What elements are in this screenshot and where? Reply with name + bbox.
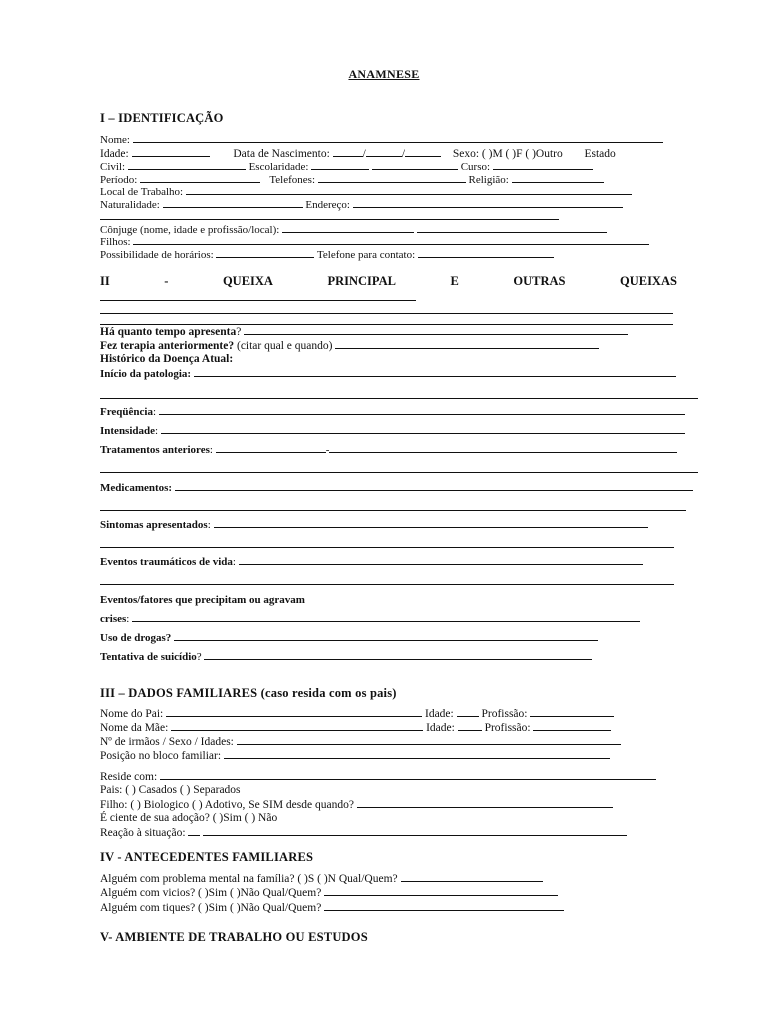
naturalidade-label: Naturalidade: <box>100 199 160 211</box>
heading-word: OUTRAS <box>513 274 566 288</box>
endereco-field[interactable] <box>353 198 623 208</box>
heading-word: E <box>450 274 459 288</box>
tratamentos-field[interactable] <box>216 443 326 453</box>
nome-pai-row <box>100 707 614 721</box>
escolaridade-field[interactable] <box>311 160 369 170</box>
horarios-field[interactable] <box>216 248 314 258</box>
dash: - <box>325 444 330 456</box>
conjuge-label: Cônjuge (nome, idade e profissão/local): <box>100 224 280 236</box>
eventos-traumaticos-row <box>100 555 643 569</box>
periodo-field[interactable] <box>140 173 260 183</box>
colon: : <box>152 406 157 418</box>
fez-terapia-field[interactable] <box>335 339 599 349</box>
nome-pai-field[interactable] <box>166 707 422 717</box>
crises-label: crises <box>100 613 127 625</box>
colon: : <box>155 425 159 437</box>
mes-field[interactable] <box>366 147 402 157</box>
posicao-label: Posição no bloco familiar: <box>100 750 222 762</box>
question-mark: ? <box>236 326 242 338</box>
profissao-pai-label: Profissão: <box>481 708 528 720</box>
vicios-row <box>100 886 558 900</box>
tiques-label[interactable]: Alguém com tiques? ( )Sim ( )Não Qual/Quem? <box>100 902 322 914</box>
escolaridade-label: Escolaridade: <box>248 161 309 173</box>
colon: : <box>126 613 130 625</box>
naturalidade-row <box>100 198 623 212</box>
tratamentos-line-2[interactable] <box>100 472 698 473</box>
inicio-line-2[interactable] <box>100 398 698 399</box>
medicamentos-line-2[interactable] <box>100 510 686 511</box>
tiques-field[interactable] <box>324 901 564 911</box>
date-slash: / <box>362 148 366 160</box>
vicios-label[interactable]: Alguém com vicios? ( )Sim ( )Não Qual/Quem? <box>100 887 322 899</box>
problema-mental-label[interactable]: Alguém com problema mental na família? ( )S ( )N Qual/Quem? <box>100 873 398 885</box>
telefone-contato-label: Telefone para contato: <box>316 249 416 261</box>
intensidade-field[interactable] <box>161 424 685 434</box>
idade-row <box>100 147 677 161</box>
section-antecedentes-heading: IV - ANTECEDENTES FAMILIARES <box>100 850 314 864</box>
posicao-row <box>100 749 610 763</box>
queixa-line[interactable] <box>100 313 673 314</box>
local-trabalho-field[interactable] <box>186 185 632 195</box>
pais-status-row[interactable]: Pais: ( ) Casados ( ) Separados <box>100 784 241 796</box>
citar-label: (citar qual e quando) <box>234 340 333 352</box>
eventos-traumaticos-field[interactable] <box>239 555 643 565</box>
telefone-contato-field[interactable] <box>418 248 554 258</box>
eventos-fatores-label: Eventos/fatores que precipitam ou agravam <box>100 594 305 606</box>
drogas-row <box>100 631 598 645</box>
religiao-label: Religião: <box>468 174 509 186</box>
reacao-row <box>100 826 627 840</box>
ha-quanto-label: Há quanto tempo apresenta <box>100 326 237 338</box>
idade-pai-label: Idade: <box>425 708 454 720</box>
filho-row <box>100 798 613 812</box>
heading-word: II <box>100 274 110 288</box>
fez-terapia-label: Fez terapia anteriormente? <box>100 340 235 352</box>
drogas-field[interactable] <box>174 631 598 641</box>
frequencia-label: Freqüência <box>100 406 153 418</box>
drogas-label: Uso de drogas? <box>100 632 172 644</box>
curso-label: Curso: <box>460 161 491 173</box>
irmaos-field[interactable] <box>237 735 621 745</box>
filhos-label: Filhos: <box>100 236 131 248</box>
medicamentos-field[interactable] <box>175 481 693 491</box>
suicidio-label: Tentativa de suicídio <box>100 651 197 663</box>
idade-mae-field[interactable] <box>458 721 482 731</box>
nome-mae-field[interactable] <box>171 721 423 731</box>
estado-civil-field[interactable] <box>128 160 246 170</box>
filho-label[interactable]: Filho: ( ) Biologico ( ) Adotivo, Se SIM desde quando? <box>100 799 354 811</box>
civil-row <box>100 160 593 174</box>
vicios-field[interactable] <box>324 886 558 896</box>
curso-field[interactable] <box>493 160 593 170</box>
nome-label: Nome: <box>100 134 130 146</box>
idade-label: Idade: <box>100 148 129 160</box>
eventos-traumaticos-line-2[interactable] <box>100 584 674 585</box>
profissao-pai-field[interactable] <box>530 707 614 717</box>
medicamentos-row <box>100 481 693 495</box>
telefones-label: Telefones: <box>269 174 315 186</box>
nome-pai-label: Nome do Pai: <box>100 708 164 720</box>
filho-desde-field[interactable] <box>357 798 613 808</box>
reside-field[interactable] <box>160 770 656 780</box>
form-title: ANAMNESE <box>348 67 420 81</box>
frequencia-row <box>100 405 685 419</box>
suicidio-row <box>100 650 592 664</box>
intensidade-row <box>100 424 685 438</box>
colon: : <box>209 444 213 456</box>
reacao-field-2[interactable] <box>203 826 627 836</box>
ha-quanto-row <box>100 325 628 339</box>
medicamentos-label: Medicamentos: <box>100 482 173 494</box>
local-trabalho-row <box>100 185 632 199</box>
data-nascimento-label: Data de Nascimento: <box>233 148 330 160</box>
endereco-line-2[interactable] <box>100 219 559 220</box>
ciente-adocao-row[interactable]: É ciente de sua adoção? ( )Sim ( ) Não <box>100 812 278 824</box>
tratamentos-row <box>100 443 677 457</box>
sexo-outro-option[interactable]: )Outro <box>532 148 563 160</box>
colon: : <box>207 519 211 531</box>
telefones-field[interactable] <box>318 173 466 183</box>
inicio-field[interactable] <box>194 367 676 377</box>
horarios-row <box>100 248 554 262</box>
reacao-label: Reação à situação: <box>100 827 186 839</box>
section-ambiente-heading: V- AMBIENTE DE TRABALHO OU ESTUDOS <box>100 930 368 944</box>
naturalidade-field[interactable] <box>163 198 303 208</box>
inicio-label: Início da patologia: <box>100 368 192 380</box>
religiao-field[interactable] <box>512 173 604 183</box>
escolaridade-field-2[interactable] <box>372 160 458 170</box>
estado-label: Estado <box>584 148 616 160</box>
idade-pai-field[interactable] <box>457 707 479 717</box>
conjuge-field-2[interactable] <box>417 223 607 233</box>
nome-mae-label: Nome da Mãe: <box>100 722 169 734</box>
section-queixa-heading <box>100 274 677 289</box>
section-familiares-heading: III – DADOS FAMILIARES (caso resida com os pais) <box>100 686 397 700</box>
estado-civil-label: Civil: <box>100 161 126 173</box>
nome-row <box>100 133 663 147</box>
eventos-traumaticos-label: Eventos traumáticos de vida <box>100 556 233 568</box>
posicao-field[interactable] <box>224 749 610 759</box>
ha-quanto-field[interactable] <box>244 325 628 335</box>
profissao-mae-field[interactable] <box>533 721 611 731</box>
sintomas-field[interactable] <box>214 518 648 528</box>
problema-mental-row <box>100 872 543 886</box>
dia-field[interactable] <box>333 147 363 157</box>
heading-word: PRINCIPAL <box>327 274 396 288</box>
irmaos-row <box>100 735 621 749</box>
filhos-row <box>100 235 649 249</box>
reacao-field[interactable] <box>188 826 200 836</box>
sexo-m-option[interactable]: )M ( <box>488 148 510 160</box>
heading-word: - <box>164 274 169 288</box>
queixa-line[interactable] <box>100 300 416 301</box>
nome-field[interactable] <box>133 133 663 143</box>
crises-row <box>100 612 640 626</box>
ano-field[interactable] <box>405 147 441 157</box>
local-trabalho-label: Local de Trabalho: <box>100 186 184 198</box>
sexo-label: Sexo: ( <box>452 148 486 160</box>
sexo-f-option[interactable]: )F ( <box>512 148 530 160</box>
reside-label: Reside com: <box>100 771 158 783</box>
tiques-row <box>100 901 564 915</box>
periodo-label: Período: <box>100 174 138 186</box>
section-identificacao-heading: I – IDENTIFICAÇÃO <box>100 111 224 125</box>
problema-mental-field[interactable] <box>401 872 543 882</box>
sintomas-label: Sintomas apresentados <box>100 519 208 531</box>
fez-terapia-row <box>100 339 599 353</box>
horarios-label: Possibilidade de horários: <box>100 249 214 261</box>
colon: : <box>232 556 236 568</box>
reside-row <box>100 770 656 784</box>
conjuge-field[interactable] <box>282 223 414 233</box>
crises-field[interactable] <box>132 612 640 622</box>
tratamentos-field-2[interactable] <box>329 443 677 453</box>
irmaos-label: Nº de irmãos / Sexo / Idades: <box>100 736 234 748</box>
profissao-mae-label: Profissão: <box>484 722 531 734</box>
suicidio-field[interactable] <box>204 650 592 660</box>
question-mark: ? <box>196 651 202 663</box>
date-slash: / <box>401 148 406 160</box>
frequencia-field[interactable] <box>159 405 685 415</box>
tratamentos-label: Tratamentos anteriores <box>100 444 210 456</box>
heading-word: QUEIXAS <box>619 274 677 288</box>
idade-mae-label: Idade: <box>426 722 455 734</box>
historico-label: Histórico da Doença Atual: <box>100 353 234 365</box>
heading-word: QUEIXA <box>222 274 273 288</box>
sintomas-line-2[interactable] <box>100 547 674 548</box>
filhos-field[interactable] <box>133 235 649 245</box>
sintomas-row <box>100 518 648 532</box>
intensidade-label: Intensidade <box>100 425 156 437</box>
endereco-label: Endereço: <box>305 199 350 211</box>
inicio-row <box>100 367 676 381</box>
nome-mae-row <box>100 721 611 735</box>
idade-field[interactable] <box>132 147 210 157</box>
